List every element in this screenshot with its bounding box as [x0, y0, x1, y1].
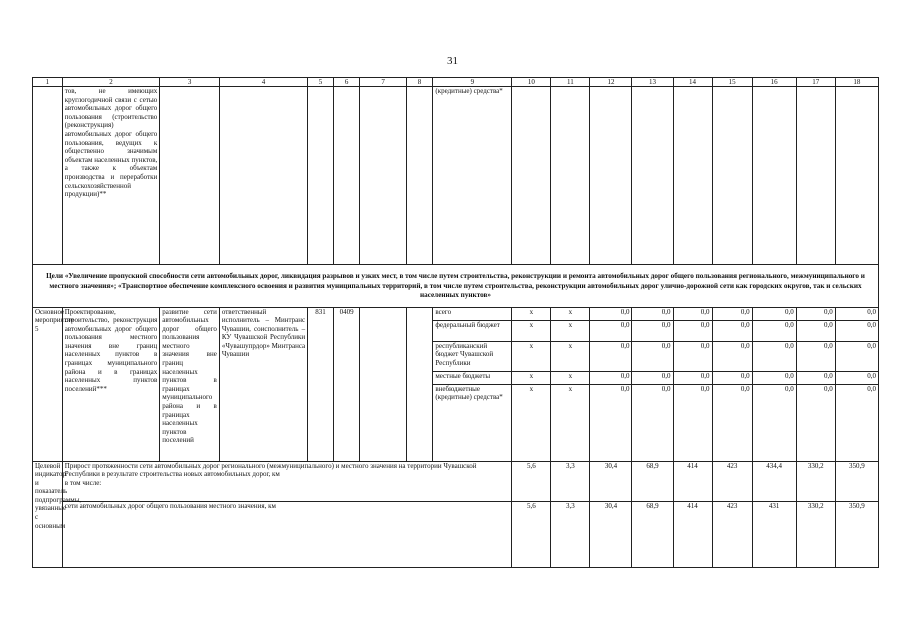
- indicator-value: 5,6: [512, 461, 551, 501]
- value-cell: 0,0: [674, 308, 712, 321]
- continuation-name: тов, не имеющих круглогодичной связи с сетью автомобильных дорог общего пользования (строительство (реконструкция) автомобильных дорог общего пользования, ведущих к общественно значимым объектам населенных пунктов, а также к объектам производства и переработки сельскохозяйственной продукции)**: [62, 87, 160, 265]
- indicator-value: 68,9: [632, 501, 673, 567]
- value-cell: 0,0: [632, 342, 672, 372]
- value-cell: 0,0: [797, 308, 835, 321]
- event-row: [33, 307, 879, 461]
- col-header: 14: [673, 78, 712, 87]
- value-cell: 0,0: [590, 372, 631, 385]
- col-header: 1: [33, 78, 63, 87]
- col-header: 15: [712, 78, 752, 87]
- value-cell: 0,0: [632, 308, 672, 321]
- indicator-row: [33, 501, 879, 567]
- indicator-value: 5,6: [512, 501, 551, 567]
- goal-row: [33, 265, 879, 308]
- value-cell: x: [512, 308, 550, 321]
- value-cell: x: [551, 372, 589, 385]
- col-header: 8: [406, 78, 433, 87]
- value-cell: x: [529, 384, 534, 393]
- program-table: [32, 77, 879, 568]
- indicator-label: Целевой индикатор и показатель подпрограммы, увязанные с основным: [33, 461, 63, 567]
- indicator-value: 414: [673, 501, 712, 567]
- col-header: 11: [551, 78, 590, 87]
- event-name: Проектирование, строительство, реконструкция автомобильных дорог общего пользования местного значения вне границ населенных пунктов в границах муниципального района и в границах населенных пунктов поселений***: [62, 307, 160, 461]
- indicator-value: 68,9: [632, 461, 673, 501]
- indicator-value: 350,9: [835, 461, 878, 501]
- event-type: Основное мероприятие 5: [33, 307, 63, 461]
- value-cell: 0,0: [700, 384, 710, 393]
- continuation-source: (кредитные) средства*: [433, 87, 512, 265]
- goal-text: Цели «Увеличение пропускной способности сети автомобильных дорог, ликвидация разрывов и узких мест, в том числе путем строительства, реконструкции и ремонта автомобильных дорог общего пользования регионального, межмуниципального и местного значения»; «Транспортное обеспечение комплексного освоения и развития муниципальных территорий, в том числе путем строительства, реконструкции автомобильных дорог улично-дорожной сети как городских округов, так и сельских населенных пунктов»: [33, 265, 879, 308]
- col-header: 3: [160, 78, 220, 87]
- value-cell: 0,0: [590, 342, 631, 372]
- value-cell: 0,0: [836, 308, 878, 321]
- value-cell: 0,0: [753, 372, 796, 385]
- value-cell: 0,0: [661, 384, 671, 393]
- value-cell: 0,0: [674, 372, 712, 385]
- value-cell: 0,0: [713, 321, 752, 342]
- value-cell: 0,0: [753, 321, 796, 342]
- indicator-value: 30,4: [590, 461, 632, 501]
- indicator-value: 330,2: [796, 501, 835, 567]
- indicator-value: 423: [712, 501, 752, 567]
- source-name: местные бюджеты: [433, 372, 511, 385]
- indicator-value: 3,3: [551, 501, 590, 567]
- value-cell: x: [512, 321, 550, 342]
- indicator-value: 330,2: [796, 461, 835, 501]
- value-cell: x: [512, 342, 550, 372]
- value-cell: x: [551, 342, 589, 372]
- col-header: 13: [632, 78, 673, 87]
- value-cell: 0,0: [620, 384, 630, 393]
- value-cell: 0,0: [590, 308, 631, 321]
- col-header: 6: [333, 78, 360, 87]
- value-cell: x: [551, 321, 589, 342]
- value-cell: 0,0: [740, 384, 750, 393]
- value-cell: 0,0: [797, 372, 835, 385]
- page-number: 31: [447, 55, 458, 67]
- value-cell: 0,0: [784, 384, 794, 393]
- col-header: 17: [796, 78, 835, 87]
- value-cell: 0,0: [632, 321, 672, 342]
- indicator-value: 423: [712, 461, 752, 501]
- value-cell: 0,0: [797, 342, 835, 372]
- value-cell: 0,0: [797, 321, 835, 342]
- event-grbs: 831: [308, 307, 334, 461]
- col-header: 16: [752, 78, 796, 87]
- value-cell: 0,0: [867, 384, 876, 393]
- value-cell: 0,0: [590, 321, 631, 342]
- col-header: 10: [512, 78, 551, 87]
- indicator-value: 414: [673, 461, 712, 501]
- indicator-value: 350,9: [835, 501, 878, 567]
- value-cell: 0,0: [836, 372, 878, 385]
- event-goal: развитие сети автомобильных дорог общего пользования местного значения вне границ населенных пунктов в границах муниципального района и в границах населенных пунктов поселений: [160, 307, 220, 461]
- indicator-value: 434,4: [752, 461, 796, 501]
- value-cell: 0,0: [713, 342, 752, 372]
- col-header: 4: [219, 78, 307, 87]
- col-header: 9: [433, 78, 512, 87]
- indicator-value: 3,3: [551, 461, 590, 501]
- indicator-description: сети автомобильных дорог общего пользования местного значения, км: [62, 501, 512, 567]
- col-header: 7: [360, 78, 406, 87]
- indicator-text: [62, 461, 512, 501]
- source-name: всего: [433, 308, 511, 321]
- source-name: федеральный бюджет: [433, 321, 511, 342]
- value-cell: 0,0: [674, 321, 712, 342]
- col-header: 18: [835, 78, 878, 87]
- indicator-description: Прирост протяженности сети автомобильных дорог регионального (межмуниципального) и местного значения на территории Чувашской Республики в результате строительства новых автомобильных дорог, км: [64, 461, 477, 479]
- value-cell: 0,0: [753, 342, 796, 372]
- value-cell: 0,0: [713, 308, 752, 321]
- value-cell: 0,0: [836, 321, 878, 342]
- col-header: 2: [62, 78, 160, 87]
- value-cell: x: [568, 384, 573, 393]
- col-header: 5: [308, 78, 334, 87]
- value-cell: 0,0: [674, 342, 712, 372]
- indicator-sub-label: в том числе:: [64, 478, 102, 487]
- value-cell: 0,0: [823, 384, 833, 393]
- continuation-row: [33, 87, 879, 265]
- indicator-row: [33, 461, 879, 501]
- source-name: внебюджетные (кредитные) средства*: [435, 384, 503, 402]
- col-header: 12: [590, 78, 632, 87]
- value-cell: 0,0: [836, 342, 878, 372]
- value-cell: x: [551, 308, 589, 321]
- indicator-value: 431: [752, 501, 796, 567]
- value-cell: 0,0: [632, 372, 672, 385]
- indicator-value: 30,4: [590, 501, 632, 567]
- event-rzpr: 0409: [333, 307, 360, 461]
- column-header-row: [33, 78, 879, 87]
- funding-sources: [433, 307, 512, 461]
- value-cell: x: [512, 372, 550, 385]
- event-executors: ответственный исполнитель – Минтранс Чувашии, соисполнитель – КУ Чувашской Республики «Чувашупрдор» Минтранса Чувашии: [219, 307, 307, 461]
- source-name: республиканский бюджет Чувашской Республики: [433, 342, 511, 372]
- value-cell: 0,0: [713, 372, 752, 385]
- value-cell: 0,0: [753, 308, 796, 321]
